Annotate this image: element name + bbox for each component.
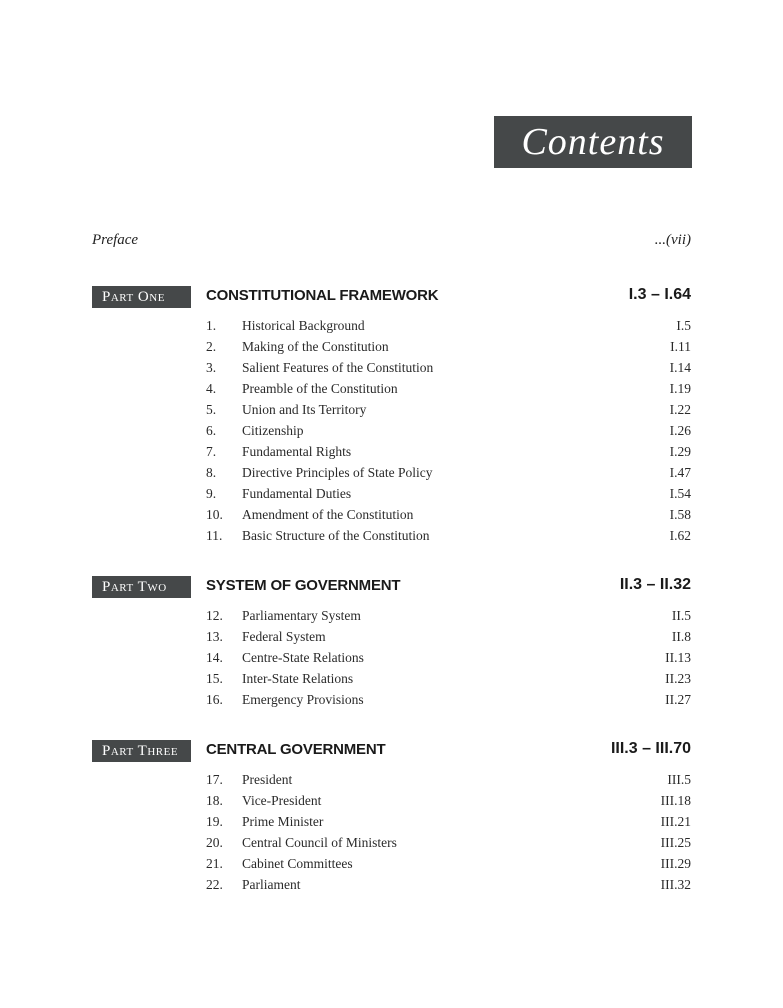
- chapter-page: III.32: [660, 877, 691, 892]
- chapter-row: [92, 423, 691, 444]
- chapter-page: I.26: [669, 423, 691, 438]
- chapter-page: III.25: [660, 835, 691, 850]
- chapter-row: [92, 608, 691, 629]
- chapter-row: [92, 814, 691, 835]
- contents-title-box: [494, 116, 692, 168]
- part-header: [92, 576, 691, 600]
- chapter-list: [92, 608, 691, 713]
- chapter-row: [92, 360, 691, 381]
- chapter-page: I.58: [669, 507, 691, 522]
- chapter-title: Central Council of Ministers: [242, 835, 397, 850]
- chapter-title: Inter-State Relations: [242, 671, 354, 686]
- part-title: CONSTITUTIONAL FRAMEWORK: [206, 287, 439, 304]
- chapter-title: Amendment of the Constitution: [242, 507, 414, 522]
- chapter-page: II.8: [671, 629, 691, 644]
- chapter-row: [92, 528, 691, 549]
- chapter-number: 9.: [206, 486, 217, 501]
- part-two: [92, 576, 691, 713]
- chapter-title: Vice-President: [242, 793, 322, 808]
- chapter-page: II.27: [665, 692, 691, 707]
- preface-label: Preface: [92, 232, 139, 248]
- chapter-row: [92, 318, 691, 339]
- chapter-number: 16.: [206, 692, 223, 707]
- chapter-row: [92, 465, 691, 486]
- chapter-page: I.22: [669, 402, 691, 417]
- chapter-number: 4.: [206, 381, 217, 396]
- chapter-page: I.11: [670, 339, 691, 354]
- chapter-list: [92, 772, 691, 898]
- chapter-row: [92, 402, 691, 423]
- chapter-row: [92, 835, 691, 856]
- chapter-page: III.18: [660, 793, 691, 808]
- chapter-title: Prime Minister: [242, 814, 324, 829]
- chapter-number: 10.: [206, 507, 223, 522]
- chapter-page: I.14: [669, 360, 691, 375]
- chapter-number: 17.: [206, 772, 223, 787]
- chapter-page: I.47: [669, 465, 691, 480]
- part-header: [92, 740, 691, 764]
- chapter-row: [92, 793, 691, 814]
- chapter-page: I.5: [676, 318, 691, 333]
- chapter-title: Fundamental Rights: [242, 444, 352, 459]
- chapter-title: Making of the Constitution: [242, 339, 389, 354]
- chapter-title: Basic Structure of the Constitution: [242, 528, 430, 543]
- chapter-row: [92, 772, 691, 793]
- chapter-number: 3.: [206, 360, 217, 375]
- chapter-title: Centre-State Relations: [242, 650, 364, 665]
- preface-page: ...(vii): [654, 232, 691, 248]
- chapter-number: 7.: [206, 444, 217, 459]
- chapter-title: Emergency Provisions: [242, 692, 364, 707]
- chapter-title: Historical Background: [242, 318, 365, 333]
- chapter-number: 2.: [206, 339, 217, 354]
- chapter-number: 1.: [206, 318, 217, 333]
- chapter-list: [92, 318, 691, 549]
- part-badge: Part One: [92, 286, 191, 308]
- part-header: [92, 286, 691, 310]
- part-page-range: II.3 – II.32: [619, 576, 691, 593]
- chapter-title: Salient Features of the Constitution: [242, 360, 434, 375]
- preface-row: [92, 232, 691, 254]
- chapter-number: 19.: [206, 814, 223, 829]
- chapter-page: III.21: [660, 814, 691, 829]
- part-page-range: III.3 – III.70: [610, 740, 691, 757]
- part-title: CENTRAL GOVERNMENT: [206, 741, 386, 758]
- chapter-page: I.62: [669, 528, 691, 543]
- chapter-page: III.29: [660, 856, 691, 871]
- chapter-title: Union and Its Territory: [242, 402, 367, 417]
- chapter-row: [92, 486, 691, 507]
- part-title: SYSTEM OF GOVERNMENT: [206, 577, 401, 594]
- chapter-title: Cabinet Committees: [242, 856, 353, 871]
- chapter-title: Parliament: [242, 877, 301, 892]
- chapter-page: I.19: [669, 381, 691, 396]
- chapter-number: 21.: [206, 856, 223, 871]
- chapter-row: [92, 671, 691, 692]
- chapter-page: III.5: [667, 772, 691, 787]
- chapter-row: [92, 339, 691, 360]
- chapter-page: I.29: [669, 444, 691, 459]
- chapter-row: [92, 381, 691, 402]
- part-one: [92, 286, 691, 549]
- chapter-page: I.54: [669, 486, 691, 501]
- chapter-number: 8.: [206, 465, 217, 480]
- chapter-number: 18.: [206, 793, 223, 808]
- chapter-title: Parliamentary System: [242, 608, 361, 623]
- chapter-page: II.23: [665, 671, 691, 686]
- chapter-row: [92, 692, 691, 713]
- chapter-page: II.5: [671, 608, 691, 623]
- chapter-title: Fundamental Duties: [242, 486, 352, 501]
- chapter-number: 12.: [206, 608, 223, 623]
- chapter-row: [92, 650, 691, 671]
- chapter-number: 5.: [206, 402, 217, 417]
- chapter-page: II.13: [665, 650, 691, 665]
- chapter-number: 22.: [206, 877, 223, 892]
- chapter-title: President: [242, 772, 293, 787]
- part-badge: Part Three: [92, 740, 191, 762]
- chapter-title: Federal System: [242, 629, 326, 644]
- chapter-row: [92, 856, 691, 877]
- chapter-row: [92, 629, 691, 650]
- chapter-number: 6.: [206, 423, 217, 438]
- part-badge: Part Two: [92, 576, 191, 598]
- chapter-row: [92, 877, 691, 898]
- chapter-number: 20.: [206, 835, 223, 850]
- chapter-title: Directive Principles of State Policy: [242, 465, 433, 480]
- chapter-number: 14.: [206, 650, 223, 665]
- part-three: [92, 740, 691, 898]
- chapter-number: 15.: [206, 671, 223, 686]
- page-title: Contents: [521, 121, 665, 163]
- chapter-number: 11.: [206, 528, 223, 543]
- chapter-title: Citizenship: [242, 423, 304, 438]
- chapter-number: 13.: [206, 629, 223, 644]
- part-page-range: I.3 – I.64: [628, 286, 691, 303]
- chapter-row: [92, 507, 691, 528]
- chapter-row: [92, 444, 691, 465]
- chapter-title: Preamble of the Constitution: [242, 381, 398, 396]
